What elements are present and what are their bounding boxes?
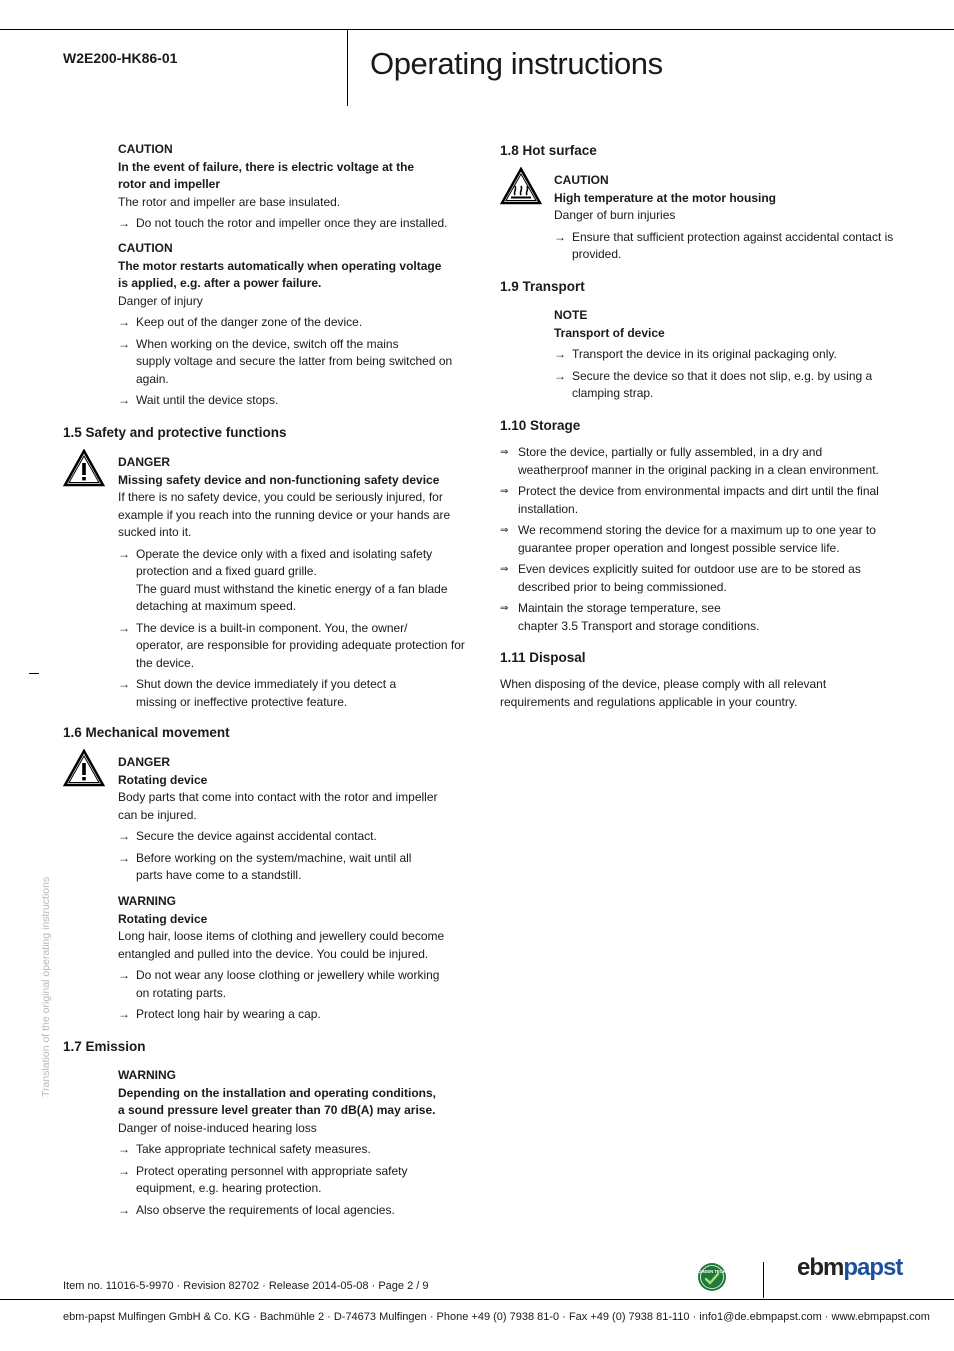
instruction-line: clamping strap. <box>572 386 654 400</box>
caution-label: CAUTION <box>118 142 173 156</box>
caution-title: The motor restarts automatically when operating voltage <box>118 258 442 273</box>
note-transport-block <box>554 307 899 403</box>
instruction-line: → Operate the device only with a fixed and isolating safety <box>136 546 433 561</box>
page-title: Operating instructions <box>370 46 663 81</box>
instruction-line: missing or ineffective protective feature. <box>136 694 348 709</box>
caution-hot-block <box>554 172 899 264</box>
margin-marker <box>29 673 39 674</box>
section-heading-1-5: 1.5 Safety and protective functions <box>63 425 287 440</box>
note-label: NOTE <box>554 308 588 322</box>
caution-title: In the event of failure, there is electric voltage at the <box>118 159 415 174</box>
model-number: W2E200-HK86-01 <box>63 50 178 66</box>
instruction-item: → Do not touch the rotor and impeller once they are installed. <box>118 215 463 233</box>
caution-electric-block <box>118 141 463 233</box>
instruction-line: → Protect operating personnel with appropriate safety <box>136 1163 408 1178</box>
warning-label: WARNING <box>118 894 176 908</box>
warning-text: Danger of noise-induced hearing loss <box>118 1120 317 1135</box>
caution-label: CAUTION <box>554 173 609 187</box>
note-title: Transport of device <box>554 325 665 340</box>
danger-text: sucked into it. <box>118 525 192 539</box>
danger-text: If there is no safety device, you could be seriously injured, for <box>118 490 443 504</box>
section-heading-1-10: 1.10 Storage <box>500 418 581 433</box>
footer-company-info: ebm-papst Mulfingen GmbH & Co. KG · Bachmühle 2 · D-74673 Mulfingen · Phone +49 (0) 7938 81-0 · Fax +49 (0) 7938 81-110 · info1@de.ebmpapst.com · www.ebmpapst.com <box>63 1311 930 1323</box>
logo-part-ebm: ebm <box>797 1254 844 1281</box>
warning-title-cont: a sound pressure level greater than 70 dB(A) may arise. <box>118 1103 436 1117</box>
list-item <box>500 444 895 479</box>
instruction-item: → Also observe the requirements of local agencies. <box>118 1202 463 1220</box>
instruction-line: the device. <box>136 655 195 670</box>
instruction-line: supply voltage and secure the latter from being switched on <box>136 354 453 368</box>
section-heading-1-7: 1.7 Emission <box>63 1039 146 1054</box>
instruction-line: → Do not wear any loose clothing or jewellery while working <box>136 968 440 982</box>
danger-text: example if you reach into the running device or your hands are <box>118 507 451 522</box>
danger-rotating-block <box>118 754 463 885</box>
section-heading-1-6: 1.6 Mechanical movement <box>63 725 230 740</box>
ebmpapst-logo <box>797 1254 903 1281</box>
instruction-item <box>118 620 468 673</box>
instruction-item: → Protect long hair by wearing a cap. <box>118 1006 463 1024</box>
list-item <box>500 522 895 557</box>
instruction-line: operator, are responsible for providing adequate protection for <box>136 638 465 652</box>
instruction-item <box>118 967 463 1002</box>
warning-triangle-icon <box>63 749 105 787</box>
list-line: ⇒ Even devices explicitly suited for outdoor use are to be stored as <box>518 562 861 576</box>
section-heading-1-8: 1.8 Hot surface <box>500 143 597 158</box>
caution-restart-block <box>118 240 463 410</box>
instruction-item <box>118 336 463 389</box>
paragraph-line: When disposing of the device, please comply with all relevant <box>500 677 827 691</box>
storage-list <box>500 440 895 635</box>
warning-rotating-block <box>118 893 463 1024</box>
instruction-item <box>118 850 463 885</box>
instruction-item <box>118 1163 463 1198</box>
green-tech-badge-icon <box>697 1262 727 1292</box>
instruction-line: → When working on the device, switch off the mains <box>136 336 399 351</box>
list-line: ⇒ We recommend storing the device for a maximum up to one year to <box>518 523 876 537</box>
warning-text: Long hair, loose items of clothing and jewellery could become <box>118 929 445 943</box>
instruction-line: → Before working on the system/machine, wait until all <box>136 850 412 865</box>
instruction-line: The guard must withstand the kinetic energy of a fan blade <box>136 581 448 596</box>
danger-label: DANGER <box>118 455 171 469</box>
list-line: described prior to being commissioned. <box>518 579 727 594</box>
list-item <box>500 600 895 635</box>
caution-text: Danger of burn injuries <box>554 208 676 222</box>
instruction-item <box>118 546 468 616</box>
instruction-line: parts have come to a standstill. <box>136 868 302 882</box>
instruction-line: equipment, e.g. hearing protection. <box>136 1181 322 1195</box>
instruction-item <box>554 229 899 264</box>
section-heading-1-9: 1.9 Transport <box>500 279 585 294</box>
list-item <box>500 483 895 518</box>
instruction-item <box>554 368 899 403</box>
danger-text: can be injured. <box>118 807 197 822</box>
list-line: guarantee proper operation and longest possible service life. <box>518 540 840 555</box>
warning-emission-block <box>118 1067 463 1219</box>
instruction-item: → Transport the device in its original packaging only. <box>554 346 899 364</box>
list-line: ⇒ Protect the device from environmental impacts and dirt until the final <box>518 484 879 498</box>
instruction-line: → The device is a built-in component. You, the owner/ <box>136 620 408 635</box>
list-item <box>500 561 895 596</box>
instruction-item <box>118 676 468 711</box>
warning-triangle-icon <box>63 449 105 487</box>
list-line: chapter 3.5 Transport and storage conditions. <box>518 618 760 633</box>
instruction-line: → Ensure that sufficient protection against accidental contact is <box>572 229 894 244</box>
caution-title-cont: is applied, e.g. after a power failure. <box>118 276 322 290</box>
footer-item-info: Item no. 11016-5-9970 · Revision 82702 · Release 2014-05-08 · Page 2 / 9 <box>63 1280 429 1292</box>
instruction-line: detaching at maximum speed. <box>136 599 297 613</box>
warning-title: Rotating device <box>118 911 208 926</box>
danger-text: Body parts that come into contact with the rotor and impeller <box>118 790 438 804</box>
instruction-line: provided. <box>572 247 622 261</box>
instruction-item: → Take appropriate technical safety measures. <box>118 1141 463 1159</box>
list-line: ⇒ Store the device, partially or fully assembled, in a dry and <box>518 445 823 459</box>
danger-safety-block <box>118 454 468 711</box>
instruction-item: → Keep out of the danger zone of the device. <box>118 314 463 332</box>
instruction-line: protection and a fixed guard grille. <box>136 564 317 578</box>
badge-text: GREEN TECH <box>698 1269 726 1274</box>
list-line: weatherproof manner in the original packing in a clean environment. <box>518 462 879 477</box>
caution-text: Danger of injury <box>118 293 203 308</box>
footer-rule <box>0 1299 954 1300</box>
footer-divider <box>763 1262 764 1298</box>
list-line: ⇒ Maintain the storage temperature, see <box>518 601 721 615</box>
danger-title: Rotating device <box>118 772 208 787</box>
warning-title: Depending on the installation and operating conditions, <box>118 1085 436 1100</box>
warning-label: WARNING <box>118 1068 176 1082</box>
instruction-item: → Secure the device against accidental contact. <box>118 828 463 846</box>
logo-part-papst: papst <box>843 1254 903 1281</box>
instruction-item: → Wait until the device stops. <box>118 392 463 410</box>
instruction-line: → Secure the device so that it does not slip, e.g. by using a <box>572 368 873 383</box>
danger-label: DANGER <box>118 755 171 769</box>
header-divider <box>347 29 348 106</box>
disposal-text <box>500 676 895 711</box>
caution-text: The rotor and impeller are base insulated. <box>118 194 341 209</box>
instruction-line: on rotating parts. <box>136 985 227 1000</box>
section-heading-1-11: 1.11 Disposal <box>500 650 586 665</box>
sidebar-note: Translation of the original operating instructions <box>40 876 52 1097</box>
instruction-line: again. <box>136 371 169 386</box>
danger-title: Missing safety device and non-functioning safety device <box>118 472 440 487</box>
caution-label: CAUTION <box>118 241 173 255</box>
header-top-rule <box>0 29 954 30</box>
warning-text: entangled and pulled into the device. You could be injured. <box>118 946 429 961</box>
list-line: installation. <box>518 501 579 516</box>
caution-title-cont: rotor and impeller <box>118 177 221 191</box>
paragraph-line: requirements and regulations applicable in your country. <box>500 694 798 709</box>
instruction-line: → Shut down the device immediately if you detect a <box>136 677 397 691</box>
hot-surface-icon <box>500 167 542 205</box>
caution-title: High temperature at the motor housing <box>554 190 777 205</box>
